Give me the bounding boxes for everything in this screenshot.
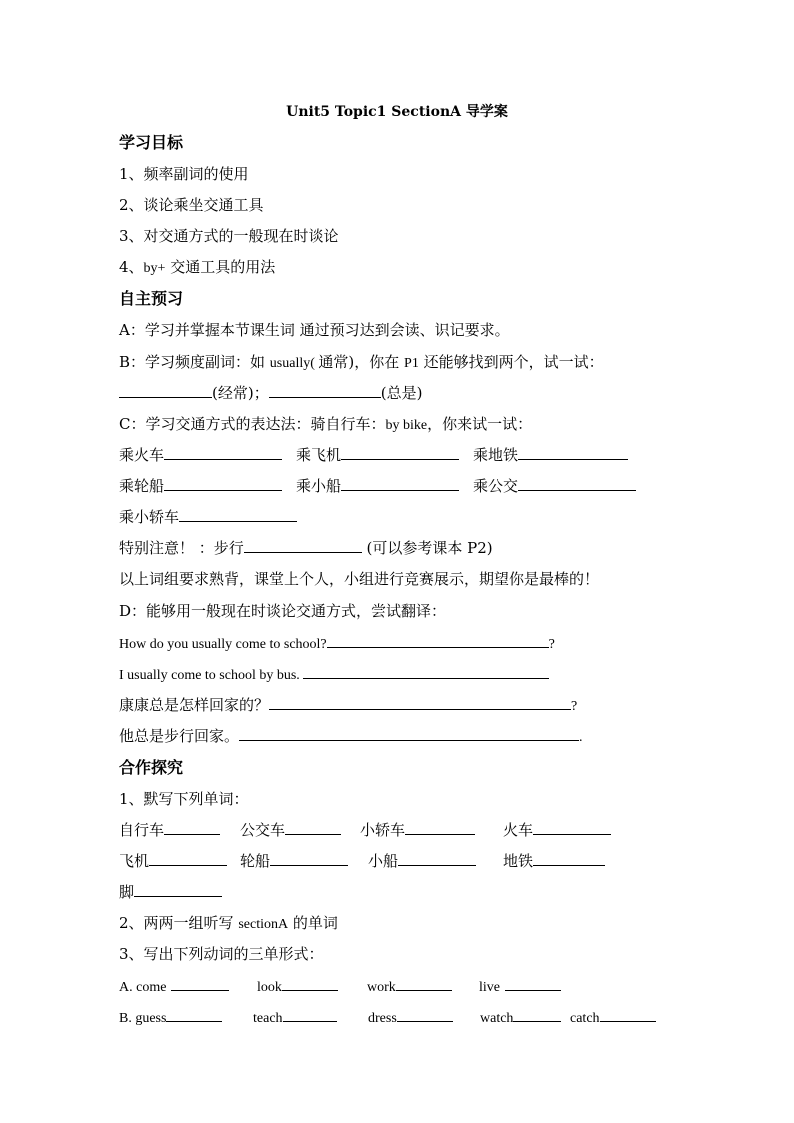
verb-label: watch: [480, 1011, 514, 1026]
answer-blank[interactable]: [164, 476, 282, 491]
task-1: 1、默写下列单词：: [119, 790, 249, 808]
answer-blank[interactable]: [327, 633, 549, 648]
blank-label-often: (经常)；: [212, 384, 269, 402]
transport-label: 乘公交: [473, 477, 519, 495]
goal-item-1: 1、频率副词的使用: [119, 165, 249, 183]
q3-text: 康康总是怎样回家的？: [119, 696, 270, 714]
answer-blank[interactable]: [282, 976, 338, 991]
answer-blank[interactable]: [285, 820, 341, 835]
answer-blank[interactable]: [513, 1007, 561, 1022]
task-2-text-2: 的单词: [288, 914, 338, 932]
c-line-text-1: C：学习交通方式的表达法：骑自行车：: [119, 415, 386, 433]
preview-b-line: [119, 352, 604, 374]
verb-item: [480, 1007, 561, 1029]
word-label: 小船: [368, 852, 399, 870]
answer-blank[interactable]: [518, 476, 636, 491]
transport-item: [473, 476, 636, 496]
memorize-note: 以上词组要求熟背，课堂上个人，小组进行竞赛展示，期望你是最棒的！: [119, 570, 600, 588]
word-item: [119, 882, 222, 902]
transport-label: 乘轮船: [119, 477, 165, 495]
verb-item: [479, 976, 561, 998]
transport-item: [296, 445, 459, 465]
q4-text: 他总是步行回家。: [119, 727, 240, 745]
word-item: [368, 851, 476, 871]
word-label: 轮船: [240, 852, 271, 870]
answer-blank[interactable]: [405, 820, 475, 835]
word-item: [119, 820, 220, 840]
answer-blank[interactable]: [518, 445, 628, 460]
q3-end: ?: [571, 699, 578, 714]
answer-blank[interactable]: [303, 664, 549, 679]
transport-item: [119, 507, 297, 527]
task-2: [119, 913, 338, 935]
answer-blank[interactable]: [396, 976, 452, 991]
transport-item: [119, 445, 282, 465]
word-item: [119, 851, 227, 871]
word-item: [360, 820, 475, 840]
answer-blank[interactable]: [533, 851, 605, 866]
verb-item: [570, 1007, 656, 1029]
answer-blank[interactable]: [269, 695, 571, 710]
notice-ref: (可以参考课本 P2): [361, 539, 493, 557]
word-label: 火车: [503, 821, 534, 839]
blank-label-always: (总是): [380, 384, 423, 402]
word-label: 公交车: [240, 821, 286, 839]
word-label: 地铁: [503, 852, 534, 870]
verb-label: live: [479, 980, 500, 995]
answer-blank[interactable]: [164, 445, 282, 460]
answer-blank[interactable]: [244, 538, 362, 553]
b-line-text-1: B：学习频度副词：如: [119, 353, 270, 371]
answer-blank[interactable]: [505, 976, 561, 991]
goal-item-4-text: 交通工具的用法: [165, 258, 276, 276]
verb-label: teach: [253, 1011, 283, 1026]
translate-q2: [119, 664, 549, 686]
preview-c-line: [119, 414, 532, 436]
verb-item: [368, 1007, 453, 1029]
task-2-en: sectionA: [238, 917, 289, 932]
answer-blank[interactable]: [134, 882, 222, 897]
goal-item-4: [119, 257, 275, 279]
word-label: 脚: [119, 883, 135, 901]
word-item: [503, 851, 605, 871]
transport-label: 乘火车: [119, 446, 165, 464]
transport-item: [473, 445, 628, 465]
answer-blank[interactable]: [269, 383, 381, 398]
transport-label: 乘小船: [296, 477, 342, 495]
q2-text: I usually come to school by bus.: [119, 668, 304, 683]
answer-blank[interactable]: [166, 1007, 222, 1022]
verb-item: [253, 1007, 337, 1029]
preview-a-line: A：学习并掌握本节课生词 通过预习达到会读、识记要求。: [119, 321, 510, 339]
task-3: 3、写出下列动词的三单形式：: [119, 945, 324, 963]
b-line-text-4: 还能够找到两个，试一试：: [418, 353, 604, 371]
answer-blank[interactable]: [164, 820, 220, 835]
answer-blank[interactable]: [341, 445, 459, 460]
task-2-text-1: 2、两两一组听写: [119, 914, 239, 932]
preview-d-line: D：能够用一般现在时谈论交通方式，尝试翻译：: [119, 602, 447, 620]
b-line-text-3: )，你在: [348, 353, 405, 371]
answer-blank[interactable]: [600, 1007, 656, 1022]
transport-label: 乘飞机: [296, 446, 342, 464]
transport-item: [296, 476, 459, 496]
verb-label: B. guess: [119, 1011, 167, 1026]
goal-item-4-num: 4、: [119, 258, 144, 276]
answer-blank[interactable]: [171, 976, 229, 991]
section-heading-cooperate: 合作探究: [119, 758, 184, 777]
verb-label: catch: [570, 1011, 600, 1026]
transport-item: [119, 476, 282, 496]
answer-blank[interactable]: [397, 1007, 453, 1022]
b-line-text-2: 通常: [318, 353, 349, 371]
word-label: 飞机: [119, 852, 150, 870]
q4-end: .: [579, 730, 583, 745]
answer-blank[interactable]: [179, 507, 297, 522]
transport-label: 乘小轿车: [119, 508, 180, 526]
page-title: Unit5 Topic1 SectionA 导学案: [286, 104, 508, 120]
word-label: 自行车: [119, 821, 165, 839]
verb-item: [257, 976, 338, 998]
c-line-en: by bike: [385, 418, 428, 433]
section-heading-goals: 学习目标: [119, 133, 184, 152]
word-item: [503, 820, 611, 840]
translate-q3: [119, 695, 577, 717]
verb-label: A. come: [119, 980, 167, 995]
verb-item: [119, 976, 229, 998]
answer-blank[interactable]: [398, 851, 476, 866]
word-label: 小轿车: [360, 821, 406, 839]
answer-blank[interactable]: [533, 820, 611, 835]
answer-blank[interactable]: [270, 851, 348, 866]
goal-item-4-en: by+: [143, 261, 166, 276]
word-item: [240, 851, 348, 871]
b-line-en-2: P1: [404, 356, 419, 371]
verb-label: dress: [368, 1011, 397, 1026]
answer-blank[interactable]: [119, 383, 212, 398]
notice-text: 特别注意！ ：步行: [119, 539, 244, 557]
goal-item-3: 3、对交通方式的一般现在时谈论: [119, 227, 339, 245]
b-line-en: usually(: [269, 356, 319, 371]
answer-blank[interactable]: [283, 1007, 337, 1022]
q1-text: How do you usually come to school?: [119, 637, 327, 652]
goal-item-2: 2、谈论乘坐交通工具: [119, 196, 264, 214]
word-item: [240, 820, 341, 840]
answer-blank[interactable]: [149, 851, 227, 866]
verb-label: look: [257, 980, 282, 995]
q1-end: ?: [548, 637, 555, 652]
section-heading-preview: 自主预习: [119, 289, 184, 308]
translate-q1: [119, 633, 555, 655]
verb-item: [119, 1007, 222, 1029]
verb-item: [367, 976, 452, 998]
c-line-text-2: ，你来试一试：: [427, 415, 533, 433]
verb-label: work: [367, 980, 396, 995]
translate-q4: [119, 726, 583, 748]
answer-blank[interactable]: [341, 476, 459, 491]
answer-blank[interactable]: [239, 726, 579, 741]
transport-label: 乘地铁: [473, 446, 519, 464]
notice-walking: [119, 538, 493, 558]
preview-b-blanks: [119, 383, 422, 403]
